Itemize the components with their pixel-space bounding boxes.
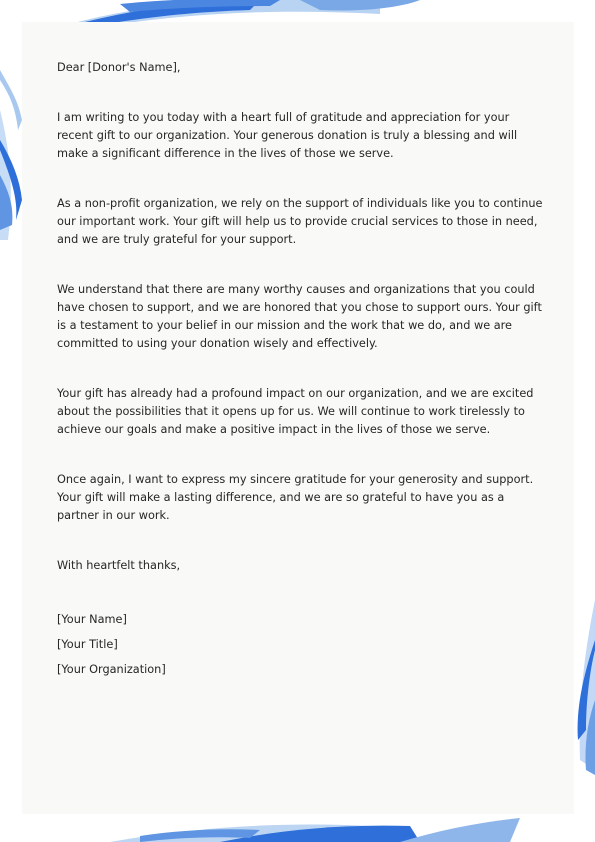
signature-organization: [Your Organization]	[57, 663, 166, 676]
greeting: Dear [Donor's Name],	[57, 61, 181, 74]
signature-title: [Your Title]	[57, 638, 118, 651]
closing: With heartfelt thanks,	[57, 559, 181, 572]
paragraph-3: We understand that there are many worthy causes and organizations that you could have chosen to support, and we are honored that you chose to support ours. Your gift is a testament to your belief in our mission and the work that we do, and we are committed to using your donation wisely and effectively.	[57, 283, 542, 350]
signature-block	[57, 607, 543, 682]
paragraph-1: I am writing to you today with a heart full of gratitude and appreciation for your recent gift to our organization. Your generous donation is truly a blessing and will make a significant difference in the lives of those we serve.	[57, 111, 518, 160]
paragraph-4: Your gift has already had a profound impact on our organization, and we are excited about the possibilities that it opens up for us. We will continue to work tirelessly to achieve our goals and make a positive impact in the lives of those we serve.	[57, 387, 534, 436]
paragraph-5: Once again, I want to express my sincere gratitude for your generosity and support. Your gift will make a lasting difference, and we are so grateful to have you as a partner in our work.	[57, 473, 534, 522]
letter-body	[57, 59, 543, 682]
paragraph-2: As a non-profit organization, we rely on the support of individuals like you to continue our important work. Your gift will help us to provide crucial services to those in need, and we are truly grateful for your support.	[57, 197, 543, 246]
signature-name: [Your Name]	[57, 613, 127, 626]
